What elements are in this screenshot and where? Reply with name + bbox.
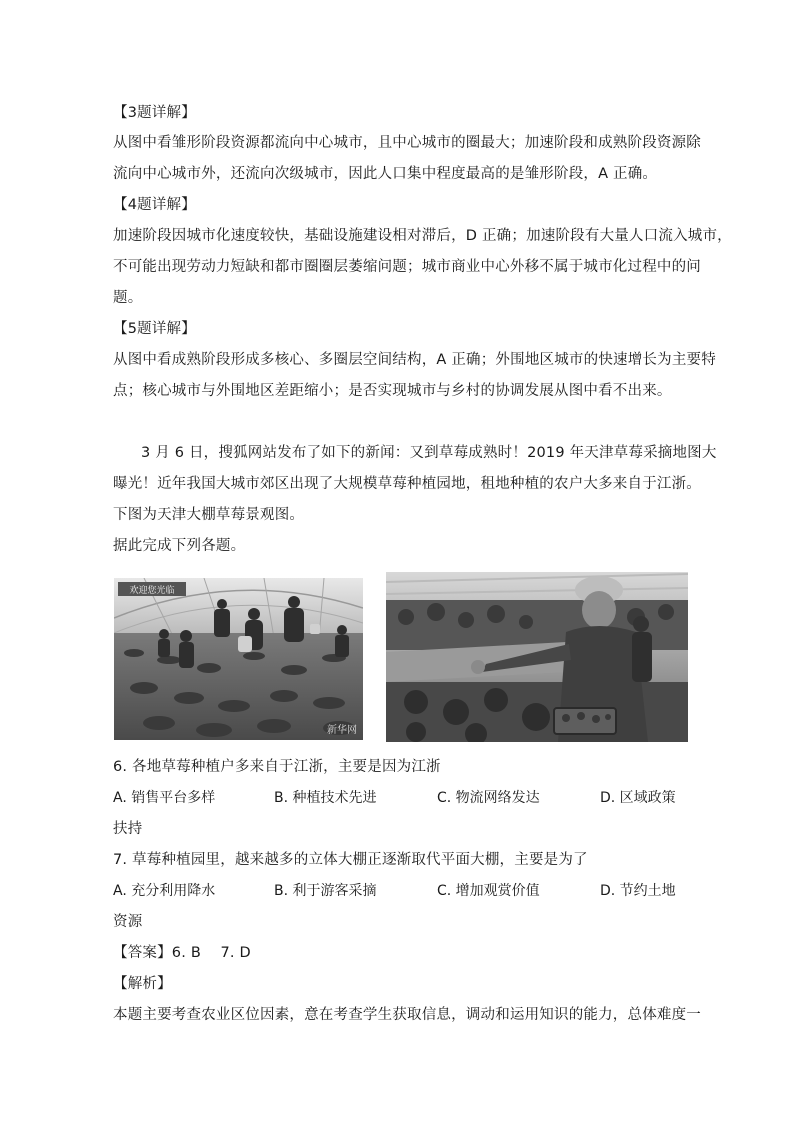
q4-line-3: 题。 (113, 290, 143, 306)
passage-line-3: 下图为天津大棚草莓景观图。 (113, 507, 305, 523)
strawberry-picker-photo (386, 572, 688, 742)
q3-line-2: 流向中心城市外，还流向次级城市，因此人口集中程度最高的是雏形阶段，A 正确。 (113, 166, 658, 182)
passage-line-2: 曝光！近年我国大城市郊区出现了大规模草莓种植园地，租地种植的农户大多来自于江浙。 (113, 476, 701, 492)
question-6-option-d[interactable]: D. 区域政策 (600, 790, 676, 806)
question-7-option-d[interactable]: D. 节约土地 (600, 883, 676, 899)
passage-line-1: 3 月 6 日，搜狐网站发布了如下的新闻：又到草莓成熟时！2019 年天津草莓采摘地图大 (141, 445, 717, 461)
question-7-option-a[interactable]: A. 充分利用降水 (113, 883, 216, 899)
photo-watermark: 新华网 (327, 725, 357, 736)
question-7-stem: 7. 草莓种植园里，越来越多的立体大棚正逐渐取代平面大棚，主要是为了 (113, 852, 588, 868)
q5-line-2: 点；核心城市与外围地区差距缩小；是否实现城市与乡村的协调发展从图中看不出来。 (113, 383, 672, 399)
q3-line-1: 从图中看雏形阶段资源都流向中心城市，且中心城市的圈最大；加速阶段和成熟阶段资源除 (113, 135, 701, 151)
question-6-option-d-wrap: 扶持 (113, 821, 143, 837)
q5-header: 【5题详解】 (113, 321, 196, 337)
question-7-option-d-wrap: 资源 (113, 914, 143, 930)
passage-line-4: 据此完成下列各题。 (113, 538, 246, 554)
question-7-option-b[interactable]: B. 利于游客采摘 (274, 883, 377, 899)
question-6-option-b[interactable]: B. 种植技术先进 (274, 790, 377, 806)
q4-header: 【4题详解】 (113, 197, 196, 213)
q4-line-2: 不可能出现劳动力短缺和都市圈圈层萎缩问题；城市商业中心外移不属于城市化过程中的问 (113, 259, 701, 275)
greenhouse-sign: 欢迎您光临 (129, 586, 175, 596)
analysis-header: 【解析】 (113, 976, 172, 992)
answer-line: 【答案】6. B 7. D (113, 945, 251, 961)
question-6-option-c[interactable]: C. 物流网络发达 (437, 790, 540, 806)
q5-line-1: 从图中看成熟阶段形成多核心、多圈层空间结构，A 正确；外围地区城市的快速增长为主要特 (113, 352, 716, 368)
q3-header: 【3题详解】 (113, 105, 196, 121)
greenhouse-field-photo (114, 578, 363, 740)
question-7-option-c[interactable]: C. 增加观赏价值 (437, 883, 540, 899)
q4-line-1: 加速阶段因城市化速度较快，基础设施建设相对滞后，D 正确；加速阶段有大量人口流入城市， (113, 228, 732, 244)
analysis-line: 本题主要考查农业区位因素，意在考查学生获取信息，调动和运用知识的能力，总体难度一 (113, 1007, 701, 1023)
question-6-option-a[interactable]: A. 销售平台多样 (113, 790, 216, 806)
question-6-stem: 6. 各地草莓种植户多来自于江浙，主要是因为江浙 (113, 759, 441, 775)
